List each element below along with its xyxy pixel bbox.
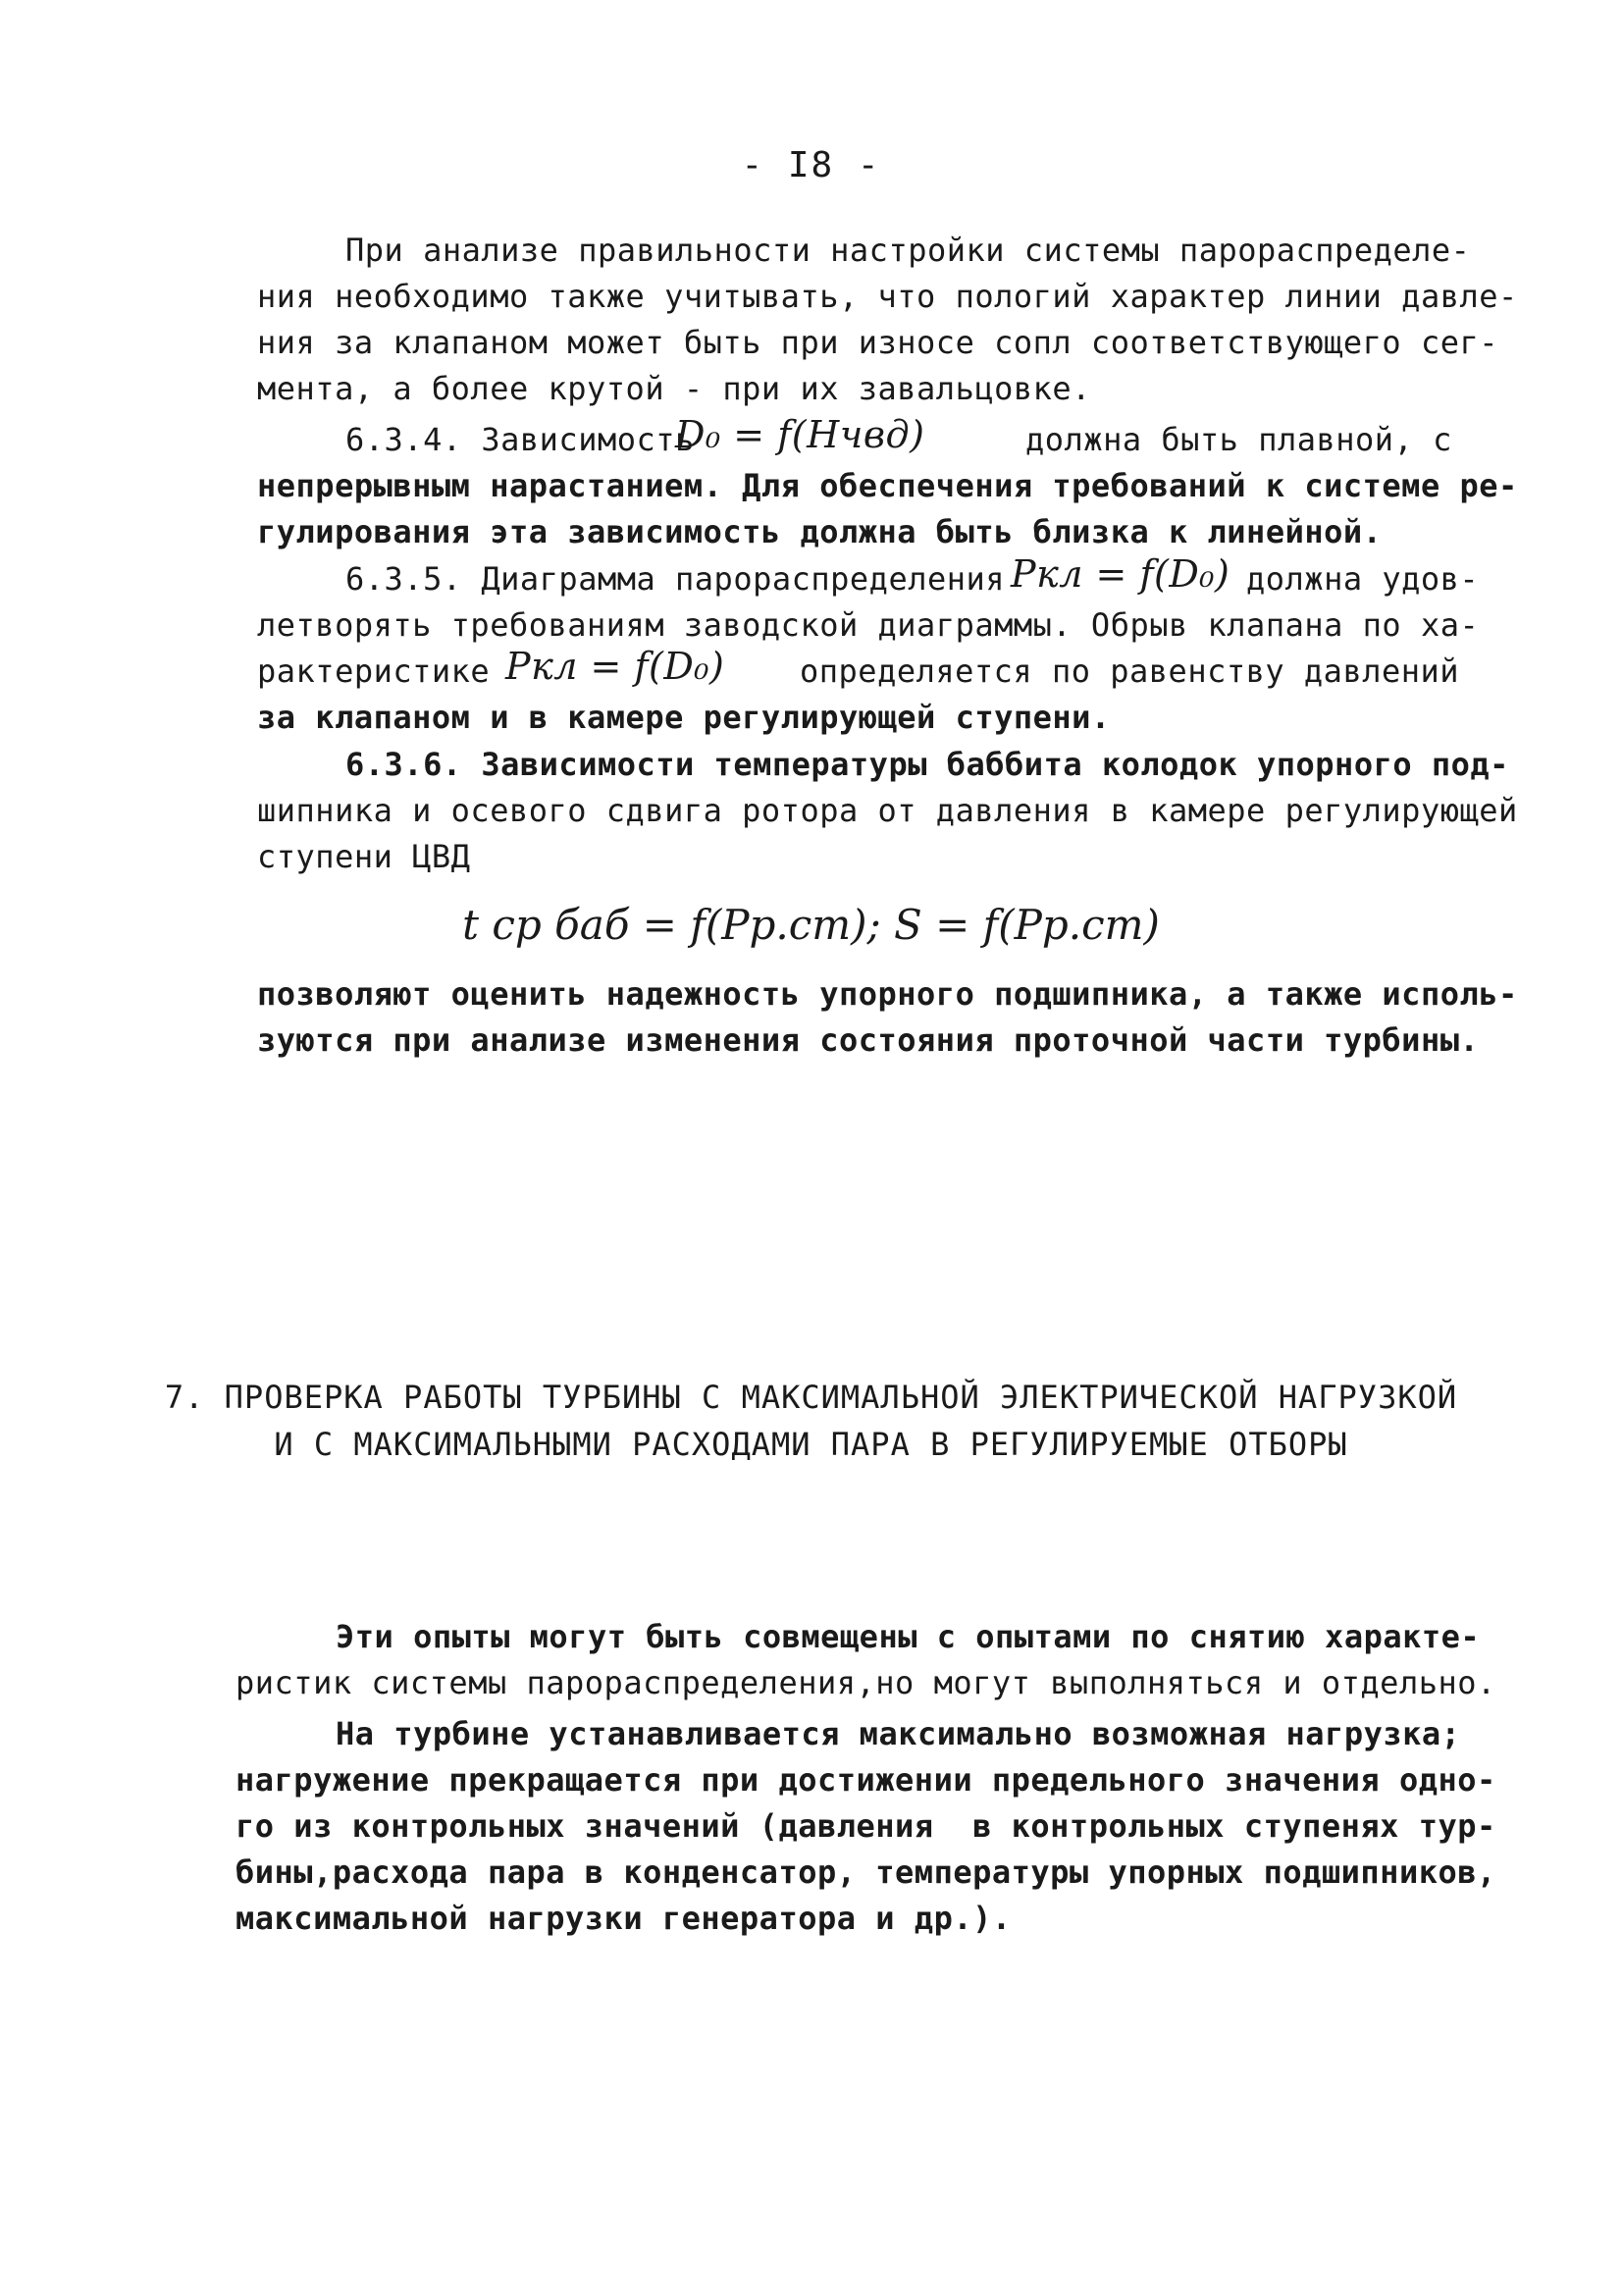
section-7-heading-line1: 7. ПРОВЕРКА РАБОТЫ ТУРБИНЫ С МАКСИМАЛЬНОЙ ЭЛЕКТРИЧЕСКОЙ НАГРУЗКОЙ bbox=[164, 1379, 1458, 1416]
formula-pkl-d0: Pкл = f(D₀) bbox=[1011, 552, 1230, 596]
clause-6-3-5-line3-suffix: определяется по равенству давлений bbox=[800, 652, 1460, 690]
text-line: зуются при анализе изменения состояния проточной части турбины. bbox=[257, 1021, 1480, 1059]
text-line: ния необходимо также учитывать, что пологий характер линии давле- bbox=[257, 278, 1518, 315]
text-line: го из контрольных значений (давления в контрольных ступенях тур- bbox=[235, 1807, 1496, 1845]
text-line: максимальной нагрузки генератора и др.). bbox=[235, 1900, 1012, 1937]
text-line: ристик системы парораспределения,но могут выполняться и отдельно. bbox=[235, 1664, 1496, 1701]
text-line: ния за клапаном может быть при износе сопл соответствующего сег- bbox=[257, 324, 1498, 361]
text-line: ступени ЦВД bbox=[257, 838, 471, 875]
clause-6-3-4-prefix: 6.3.4. Зависимость bbox=[345, 421, 695, 458]
text-line: Эти опыты могут быть совмещены с опытами по снятию характе- bbox=[336, 1618, 1481, 1655]
clause-6-3-5-suffix: должна удов- bbox=[1246, 560, 1480, 598]
text-line: шипника и осевого сдвига ротора от давления в камере регулирующей bbox=[257, 792, 1518, 829]
text-line: На турбине устанавливается максимально возможная нагрузка; bbox=[336, 1715, 1461, 1752]
formula-pkl-d0-2: Pкл = f(D₀) bbox=[505, 645, 725, 688]
text-line: за клапаном и в камере регулирующей ступени. bbox=[257, 699, 1111, 736]
text-line: При анализе правильности настройки системы парораспределе- bbox=[345, 232, 1471, 269]
text-line: мента, а более крутой - при их завальцовке. bbox=[257, 370, 1091, 407]
clause-6-3-5-line3-prefix: рактеристике bbox=[257, 652, 491, 690]
text-line: нагружение прекращается при достижении предельного значения одно- bbox=[235, 1761, 1496, 1799]
text-line: непрерывным нарастанием. Для обеспечения требований к системе ре- bbox=[257, 467, 1518, 504]
text-line: 6.3.6. Зависимости температуры баббита колодок упорного под- bbox=[345, 746, 1509, 783]
formula-d0-hchvd: D₀ = f(Hчвд) bbox=[675, 413, 925, 456]
page-number: - I8 - bbox=[741, 145, 881, 185]
text-line: летворять требованиям заводской диаграммы. Обрыв клапана по ха- bbox=[257, 606, 1480, 644]
clause-6-3-5-prefix: 6.3.5. Диаграмма парораспределения bbox=[345, 560, 1006, 598]
section-7-heading-line2: И С МАКСИМАЛЬНЫМИ РАСХОДАМИ ПАРА В РЕГУЛИРУЕМЫЕ ОТБОРЫ bbox=[274, 1426, 1348, 1463]
formula-tbab-s: t ср баб = f(Pр.ст); S = f(Pр.ст) bbox=[462, 901, 1160, 949]
text-line: бины,расхода пара в конденсатор, температуры упорных подшипников, bbox=[235, 1853, 1496, 1891]
text-line: гулирования эта зависимость должна быть близка к линейной. bbox=[257, 513, 1383, 550]
clause-6-3-4-suffix: должна быть плавной, с bbox=[1025, 421, 1452, 458]
text-line: позволяют оценить надежность упорного подшипника, а также исполь- bbox=[257, 975, 1518, 1013]
